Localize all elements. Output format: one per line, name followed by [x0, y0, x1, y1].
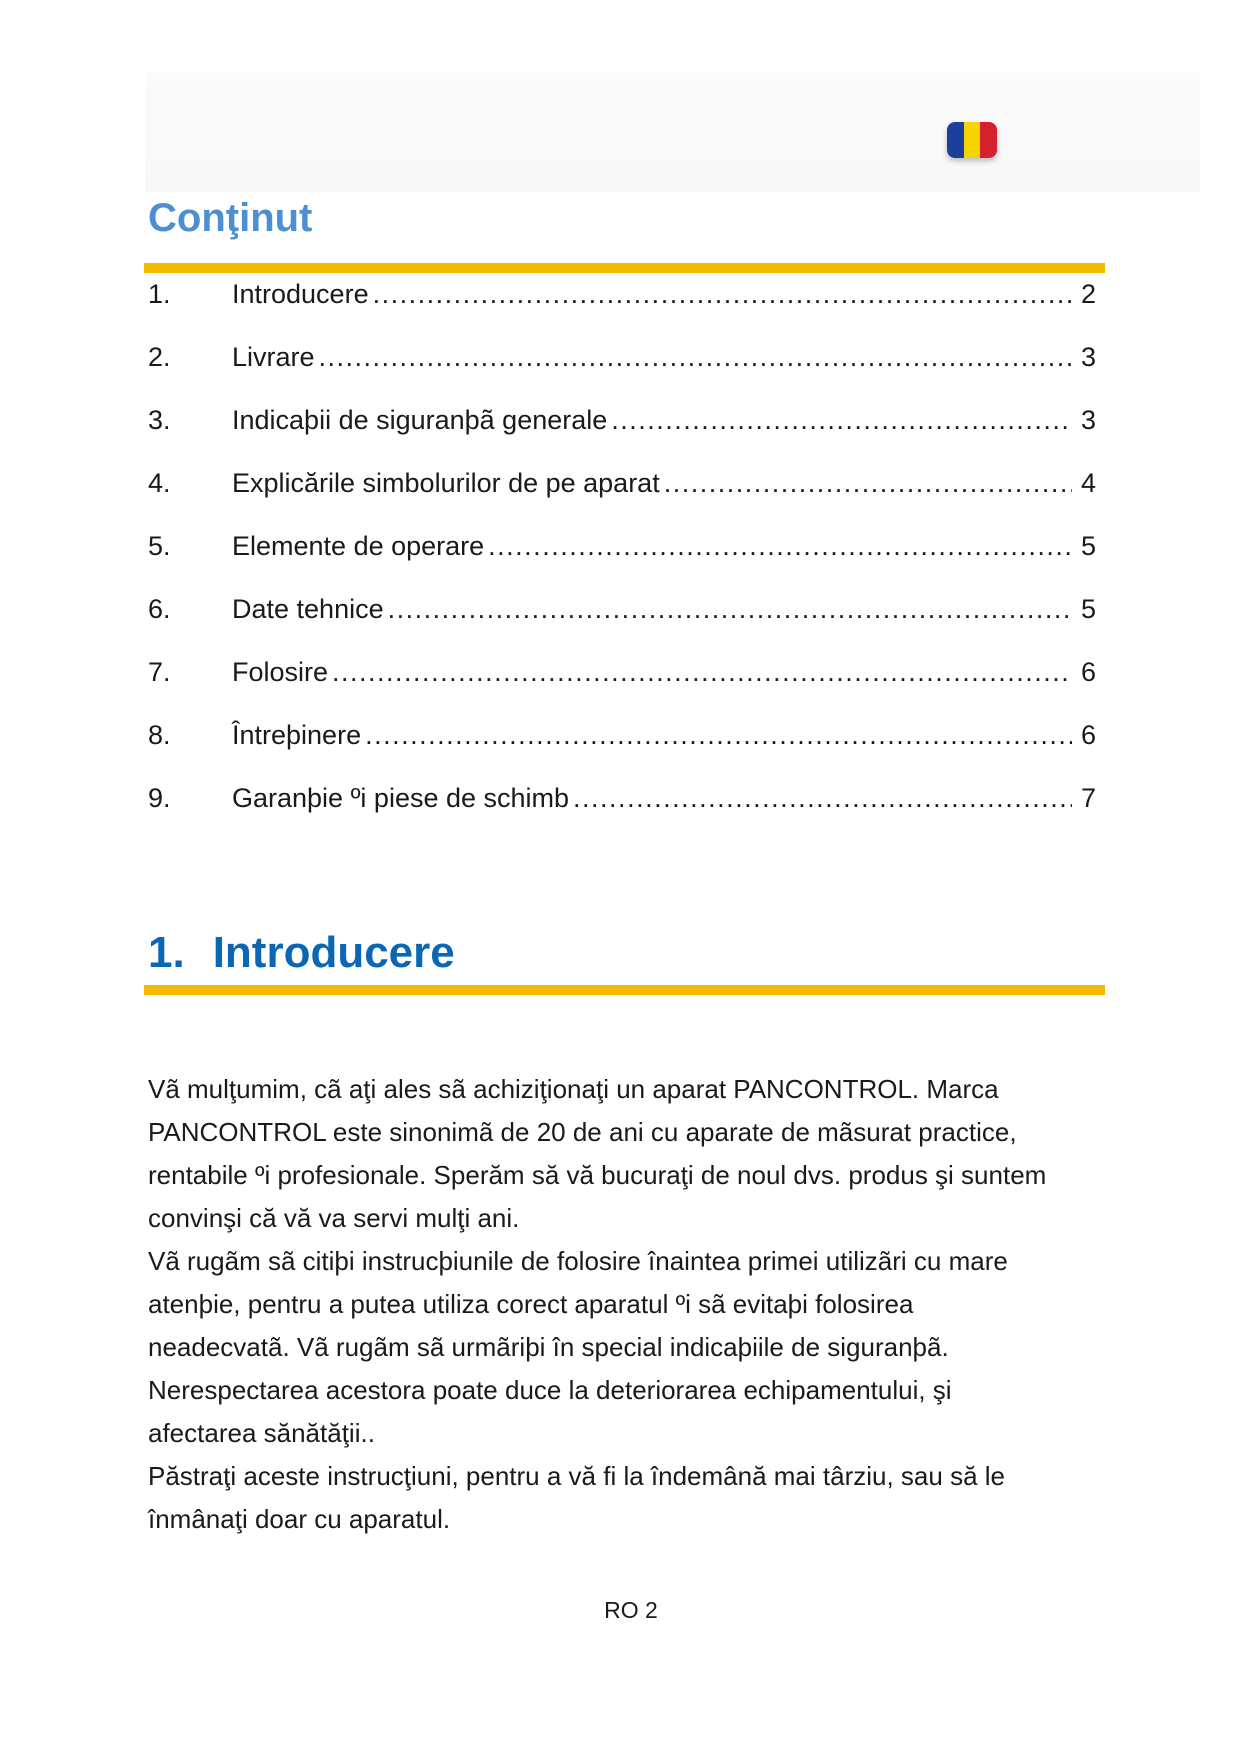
toc-item[interactable] [148, 340, 1096, 403]
toc-item-page: 3 [1080, 405, 1096, 435]
toc-item-page: 2 [1080, 279, 1096, 309]
toc-item[interactable] [148, 718, 1096, 781]
section-divider [144, 985, 1105, 995]
flag-stripe-red [980, 122, 997, 158]
toc-item-label: Date tehnice [232, 594, 384, 624]
toc-item-number: 2. [148, 342, 171, 372]
intro-line: convinşi că vă va servi mulţi ani. [148, 1203, 520, 1233]
toc-item-page: 6 [1080, 720, 1096, 750]
toc-item[interactable] [148, 781, 1096, 844]
toc-item[interactable] [148, 466, 1096, 529]
toc-item-page: 7 [1080, 783, 1096, 813]
toc-item-number: 5. [148, 531, 171, 561]
toc-item-label: Livrare [232, 342, 315, 372]
intro-line: înmânaţi doar cu aparatul. [148, 1504, 451, 1534]
flag-stripe-blue [947, 122, 964, 158]
toc-leader [373, 277, 1072, 311]
toc-leader [573, 781, 1072, 815]
section-heading [148, 928, 455, 978]
header-band [145, 72, 1200, 192]
toc-item-page: 6 [1080, 657, 1096, 687]
toc-item-page: 5 [1080, 531, 1096, 561]
toc-item-page: 3 [1080, 342, 1096, 372]
romanian-flag-icon [947, 122, 997, 158]
toc-item-number: 4. [148, 468, 171, 498]
intro-line: rentabile ºi profesionale. Sperăm să vă bucuraţi de noul dvs. produs şi suntem [148, 1160, 1047, 1190]
toc-item-label: Indicaþii de siguranþã generale [232, 405, 608, 435]
toc-item-label: Elemente de operare [232, 531, 485, 561]
page-number: RO 2 [604, 1597, 658, 1623]
toc-item-number: 8. [148, 720, 171, 750]
intro-line: PANCONTROL este sinonimã de 20 de ani cu aparate de mãsurat practice, [148, 1117, 1017, 1147]
toc-leader [611, 403, 1072, 437]
toc-leader [319, 340, 1072, 374]
toc-leader [388, 592, 1072, 626]
flag-stripe-yellow [964, 122, 981, 158]
toc-leader [488, 529, 1072, 563]
section-title: Introducere [212, 928, 455, 977]
toc-item-label: Explicările simbolurilor de pe aparat [232, 468, 660, 498]
intro-line: Vã rugãm sã citiþi instrucþiunile de folosire înaintea primei utilizãri cu mare [148, 1246, 1008, 1276]
toc-item[interactable] [148, 592, 1096, 655]
toc-leader [332, 655, 1072, 689]
toc-item-page: 5 [1080, 594, 1096, 624]
intro-line: atenþie, pentru a putea utiliza corect aparatul ºi sã evitaþi folosirea [148, 1289, 914, 1319]
toc-item-label: Introducere [232, 279, 369, 309]
toc-leader [365, 718, 1072, 752]
toc-leader [664, 466, 1072, 500]
intro-line: Vã mulţumim, cã aţi ales sã achiziţionaţi un aparat PANCONTROL. Marca [148, 1074, 999, 1104]
intro-line: Nerespectarea acestora poate duce la deteriorarea echipamentului, şi [148, 1375, 952, 1405]
section-number: 1. [148, 928, 185, 977]
toc-title: Conţinut [148, 196, 313, 240]
toc-divider [144, 263, 1105, 273]
toc-item-number: 7. [148, 657, 171, 687]
toc-item-number: 3. [148, 405, 171, 435]
intro-paragraph [148, 1068, 1093, 1541]
toc-item[interactable] [148, 655, 1096, 718]
table-of-contents [148, 277, 1096, 844]
toc-item[interactable] [148, 403, 1096, 466]
toc-item-label: Folosire [232, 657, 329, 687]
toc-item-number: 9. [148, 783, 171, 813]
toc-item-number: 1. [148, 279, 171, 309]
intro-line: afectarea sănătăţii.. [148, 1418, 375, 1448]
toc-item-label: Întreþinere [232, 720, 362, 750]
toc-item-page: 4 [1080, 468, 1096, 498]
toc-item-label: Garanþie ºi piese de schimb [232, 783, 570, 813]
intro-line: neadecvatã. Vã rugãm sã urmãriþi în special indicaþiile de siguranþã. [148, 1332, 949, 1362]
intro-line: Păstraţi aceste instrucţiuni, pentru a vă fi la îndemână mai târziu, sau să le [148, 1461, 1005, 1491]
toc-item[interactable] [148, 277, 1096, 340]
toc-item[interactable] [148, 529, 1096, 592]
toc-item-number: 6. [148, 594, 171, 624]
